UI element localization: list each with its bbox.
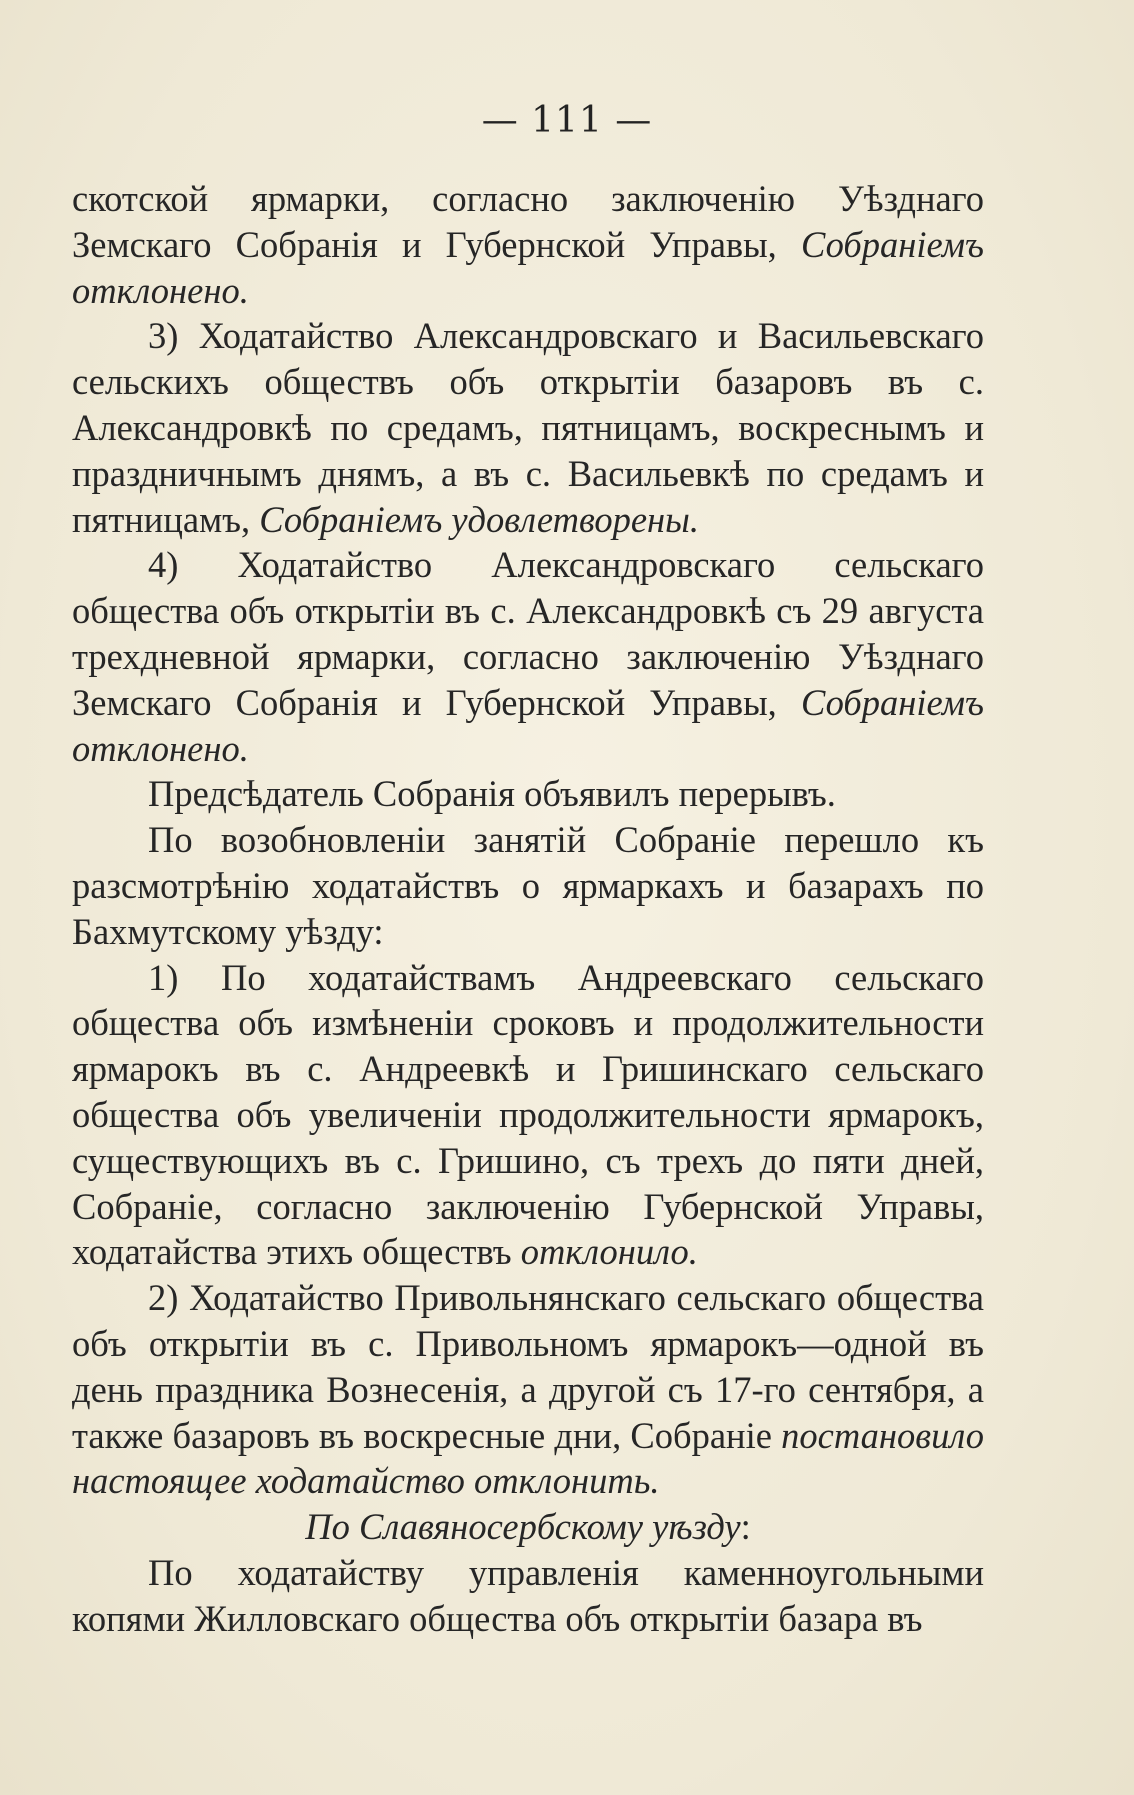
- paragraph-text: 1) По ходатайствамъ Андреевскаго сельскаго общества объ измѣненіи сроковъ и продолжительности ярмарокъ въ с. Андреевкѣ и Гришинскаго сельскаго общества объ увеличеніи продолжительности ярмарокъ, существующихъ въ с. Гришино, съ трехъ до пяти дней, Собраніе, согласно заключенію Губернской Управы, ходатайства этихъ обществъ: [72, 956, 984, 1273]
- section-heading-text: По Славяносербскому уѣзду: [305, 1506, 741, 1548]
- paragraph-item-4: [72, 542, 984, 771]
- paragraph-resumption: По возобновленіи занятій Собраніе перешло къ разсмотрѣнію ходатайствъ о ярмаркахъ и базарахъ по Бахмутскому уѣзду:: [72, 819, 984, 952]
- paragraph-recess: Предсѣдатель Собранія объявилъ перерывъ.: [148, 773, 836, 815]
- resolution-text: отклонило.: [520, 1231, 698, 1273]
- paragraph-text: скотской ярмарки, согласно заключенію Уѣзднаго Земскаго Собранія и Губернской Управы,: [72, 178, 984, 265]
- resolution-text: Собраніемъ удовлетворены.: [259, 498, 699, 540]
- resolution-text: Собраніемъ отклонено.: [72, 681, 984, 769]
- paragraph-item-3: [72, 313, 984, 542]
- resolution-text: Собраніемъ отклонено.: [72, 223, 984, 311]
- paragraph-bakhmut-item-1: [72, 955, 984, 1276]
- section-heading-colon: :: [740, 1506, 751, 1548]
- paragraph-text: 2) Ходатайство Привольнянскаго сельскаго общества объ открытіи въ с. Привольномъ ярмарокъ—одной въ день праздника Вознесенія, а другой съ 17-го сентября, а также базаровъ въ воскресные дни, Собраніе: [72, 1277, 984, 1456]
- paragraph-continuation: [72, 176, 984, 313]
- section-heading: [72, 1504, 984, 1550]
- paragraph-text: 4) Ходатайство Александровскаго сельскаго общества объ открытіи въ с. Александровкѣ съ 29 августа трехдневной ярмарки, согласно заключенію Уѣзднаго Земскаго Собранія и Губернской Управы,: [72, 544, 984, 723]
- paragraph-slavyanoserbsk: По ходатайству управленія каменноугольными копями Жилловскаго общества объ открытіи базара въ: [72, 1551, 984, 1639]
- page-body: [72, 176, 984, 1642]
- paragraph-text: 3) Ходатайство Александровскаго и Васильевскаго сельскихъ обществъ объ открытіи базаровъ въ с. Александровкѣ по средамъ, пятницамъ, воскреснымъ и праздничнымъ днямъ, а въ с. Васильевкѣ по средамъ и пятницамъ,: [72, 315, 984, 540]
- page-number: — 111 —: [481, 100, 653, 141]
- paragraph-bakhmut-item-2: [72, 1275, 984, 1504]
- resolution-text: постановило настоящее ходатайство отклонить.: [72, 1414, 984, 1502]
